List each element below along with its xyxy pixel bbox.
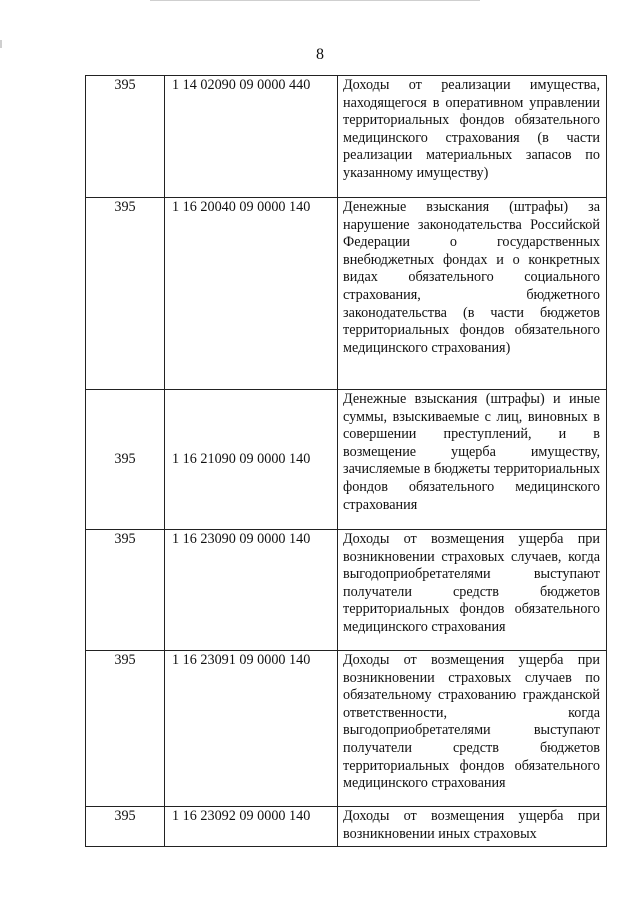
description-cell: Денежные взыскания (штрафы) и иные суммы, взыскиваемые с лиц, виновных в совершении преступлений, и в возмещение ущерба имуществу, зачисляемые в бюджеты территориальных фондов обязательного медицинского страхования xyxy=(338,390,607,530)
table-row xyxy=(86,651,607,807)
kbk-code-cell: 1 16 23090 09 0000 140 xyxy=(165,530,338,651)
admin-code-cell: 395 xyxy=(86,651,165,807)
table-row xyxy=(86,76,607,198)
admin-code-cell: 395 xyxy=(86,198,165,390)
table-row xyxy=(86,198,607,390)
scan-artifact-top xyxy=(150,0,480,1)
admin-code-cell: 395 xyxy=(86,76,165,198)
table-row xyxy=(86,390,607,530)
table-row xyxy=(86,807,607,847)
admin-code-cell: 395 xyxy=(86,530,165,651)
kbk-code-cell: 1 16 21090 09 0000 140 xyxy=(165,390,338,530)
page-number: 8 xyxy=(316,46,324,63)
description-cell: Доходы от возмещения ущерба при возникновении страховых случаев по обязательному страхованию гражданской ответственности, когда выгодоприобретателями выступают получатели средств бюджетов территориальных фондов обязательного медицинского страхования xyxy=(338,651,607,807)
description-cell: Доходы от возмещения ущерба при возникновении страховых случаев, когда выгодоприобретателями выступают получатели средств бюджетов территориальных фондов обязательного медицинского страхования xyxy=(338,530,607,651)
kbk-code-cell: 1 14 02090 09 0000 440 xyxy=(165,76,338,198)
revenue-codes-table xyxy=(85,75,607,847)
table-row xyxy=(86,530,607,651)
kbk-code-cell: 1 16 23092 09 0000 140 xyxy=(165,807,338,847)
kbk-code-cell: 1 16 20040 09 0000 140 xyxy=(165,198,338,390)
admin-code-cell: 395 xyxy=(86,390,165,530)
kbk-code-cell: 1 16 23091 09 0000 140 xyxy=(165,651,338,807)
description-cell: Доходы от реализации имущества, находящегося в оперативном управлении территориальных фондов обязательного медицинского страхования (в части реализации материальных запасов по указанному имуществу) xyxy=(338,76,607,198)
description-cell: Денежные взыскания (штрафы) за нарушение законодательства Российской Федерации о государственных внебюджетных фондах и о конкретных видах обязательного социального страхования, бюджетного законодательства (в части бюджетов территориальных фондов обязательного медицинского страхования) xyxy=(338,198,607,390)
description-cell: Доходы от возмещения ущерба при возникновении иных страховых xyxy=(338,807,607,847)
admin-code-cell: 395 xyxy=(86,807,165,847)
